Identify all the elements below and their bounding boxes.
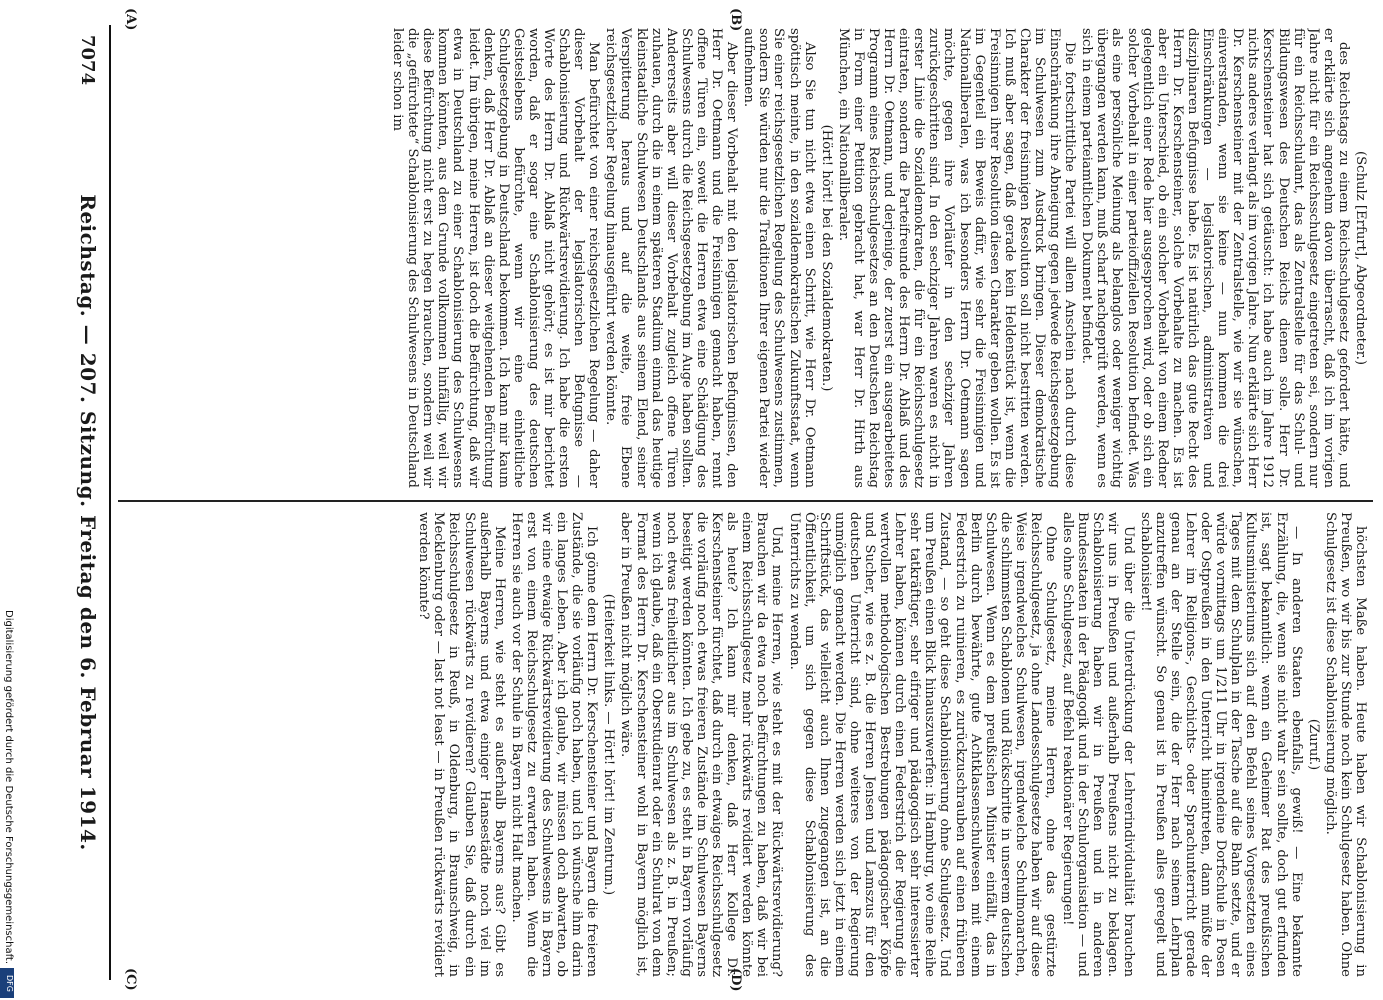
paragraph: des Reichstags zu einem Reichsschulgesetz gefordert hätte, und er erklärte sich angenehm davon überrascht, daß ich im vorigen Jahre nicht für ein Reichsschulgesetz eingetreten sei, sondern nur für ein Reichsschulamt, das als Zentralstelle für das Schul- und Bildungswesen des Deutschen Reichs dienen solle. Herr Dr. Kerschensteiner hat sich getäuscht: ich habe auch im Jahre 1912 nichts anderes verlangt als im vorigen Jahre. Nun erklärte sich Herr Dr. Kerschensteiner mit der Zentralstelle, wie wir sie wünschen, einverstanden, wenn sie keine — nun kommen die drei Einschränkungen — legislatorischen, administrativen und disziplinaren Befugnisse habe. Es ist natürlich das gute Recht des Herrn Dr. Kerschensteiner, solche Vorbehalte zu machen. Es ist aber ein Unterschied, ob ein solcher Vorbehalt von einem Redner gelegentlich einer Rede hier ausgesprochen wird, oder ob sich ein solcher Vorbehalt in einer parteioffiziellen Resolution befindet. Was als eine persönliche Meinung als belanglos oder weniger wichtig übergangen werden kann, muß scharf nachgeprüft werden, wenn es sich in einem parteiamtlichen Dokument befindet.: [1079, 28, 1351, 488]
margin-mark-c: (C): [123, 968, 138, 991]
paragraph: Und, meine Herren, wie steht es mit der Rückwärtsrevidierung? Brauchen wir da etwa noch Befürchtungen zu haben, daß wir bei einem Reichsschulgesetz mehr rückwärts revidiert werden könnte als heute? Ich kann mir denken, daß Herr Kollege Dr. Kerschensteiner fürchtet, daß durch ein etwaiges Reichsschulgesetz die vorläufig noch etwas freieren Zustände im Schulwesen Bayerns beseitigt werden könnten. Ich gebe zu, es steht in Bayern vorläufig noch etwas freiheitlicher aus im Schulwesen als z. B. in Preußen; wenn ich glaube, daß ein Oberstudienrat oder ein Schulrat von dem Format des Herrn Dr. Kerschensteiner wohl in Bayern möglich ist, aber in Preußen nicht möglich wäre.: [618, 512, 785, 977]
dfg-logo: DFG: [0, 968, 14, 998]
digitization-credit-text: Digitalisierung gefördert durch die Deutsche Forschungsgemeinschaft.: [3, 610, 14, 965]
header-rule: [109, 25, 111, 980]
interjection: (Hört! hört! bei den Sozialdemokraten.): [818, 124, 834, 392]
paragraph: Und über die Unterdrückung der Lehrerindividualität brauchen wir uns in Preußen und außerhalb Preußens nicht zu beklagen. Schablonisierung haben wir in Preußen und in anderen Bundesstaaten in der Pädagogik und in der Schulorganisation — und alles ohne Schulgesetz, auf Befehl reaktionärer Regierungen!: [1060, 512, 1136, 977]
paragraph: — In anderen Staaten ebenfalls, gewiß! — Eine bekannte Erzählung, die, wenn sie nicht wahr sein sollte, doch gut erfunden ist, sagt bekanntlich: wenn ein Geheimer Rat des preußischen Kultusministeriums sich auf den Befehl seines Vorgesetzten eines Tages mit dem Schulplan in der Tasche auf die Bahn setzte, und er würde vormittags um 1/211 Uhr in irgendeine Dorfschule in Posen oder Ostpreußen in den Unterricht hineintreten, dann müßte der Lehrer im Religions-, Geschichts- oder Sprachunterricht gerade genau an der Stelle sein, die der Herr nach seinem Lehrplan anzutreffen wünscht. So genau ist in Preußen alles geregelt und schablonisiert!: [1137, 512, 1304, 977]
paragraph: Die fortschrittliche Partei will allem Anschein nach durch diese Einschränkung ihre Abneigung gegen jedwede Reichsgesetzgebung im Schulwesen zum Ausdruck bringen. Dieser demokratische Charakter der freisinnigen Resolution soll nicht bestritten werden. Ich muß aber sagen, daß gerade kein Heldenstück ist, wenn die Freisinnigen ihrer Resolution diesen Charakter geben wollen. Es ist im Gegenteil ein Beweis dafür, wie sehr die Freisinnigen und Nationalliberalen, was ich besonders Herrn Dr. Oetmann sagen möchte, gegen ihre Vorläufer in den sechziger Jahren zurückgeschritten sind. In den sechziger Jahren waren es nicht in erster Linie die Sozialdemokraten, die für ein Reichsschulgesetz eintraten, sondern die Parteifreunde des Herrn Dr. Ablaß und des Herrn Dr. Oetmann, und derjenige, der zuerst ein ausgearbeitetes Programm eines Reichsschulgesetzes an den Deutschen Reichstag in Form einer Petition gebracht hat, war Herr Dr. Hirth aus München, ein Nationalliberaler.: [835, 28, 1078, 488]
interjection: (Heiterkeit links. — Hört! hört! im Zentrum.): [601, 593, 617, 896]
page-title: Reichstag. — 207. Sitzung. Freitag den 6. Februar 1914.: [76, 194, 100, 851]
page-header: [68, 35, 108, 960]
digitization-credit: [2, 610, 14, 990]
interjection: (Zuruf.): [1305, 718, 1321, 771]
paragraph: Also Sie tun nicht etwa einen Schritt, wie Herr Dr. Oetmann spöttisch meinte, in den sozialdemokratischen Zukunftsstaat, wenn Sie einer reichsgesetzlichen Regelung des Schulwesens zustimmen, sondern Sie würden nur die Traditionen Ihrer eigenen Partei wieder aufnehmen.: [741, 28, 817, 488]
right-column: [118, 512, 1368, 977]
margin-mark-d: (D): [728, 968, 743, 992]
left-column: [118, 28, 1368, 488]
margin-mark-b: (B): [728, 8, 743, 32]
speaker-line: (Schulz [Erfurt], Abgeordneter.): [1353, 151, 1368, 365]
paragraph: Ich gönne dem Herrn Dr. Kerschensteiner und Bayern die freieren Zustände, die sie vorläufig noch haben, und ich wünsche ihm darin ein langes Leben. Aber ich glaube, wir müssen doch abwarten, ob wir eine etwaige Rückwärtsrevidierung des Schulwesens in Bayern erst von einem Reichsschulgesetz zu erwarten haben. Wenn die Herren sie auch vor der Schule in Bayern nicht Halt machen.: [508, 512, 600, 977]
paragraph: höchsten Maße haben. Heute haben wir Schablonisierung in Preußen, wo wir bis zur Stunde noch kein Schulgesetz haben. Ohne Schulgesetz ist diese Schablonisierung möglich.: [1322, 512, 1368, 977]
column-divider: [118, 500, 1373, 502]
paragraph: Aber dieser Vorbehalt mit den legislatorischen Befugnissen, den Herr Dr. Oetmann und die Freisinnigen gemacht haben, rennt offene Türen ein, soweit die Herren etwa eine Schädigung des Schulwesens durch die Reichsgesetzgebung im Auge haben sollten. Andererseits aber will dieser Vorbehalt zugleich offene Türen zuhauen, durch die in einem späteren Stadium einmal das heutige kleinstaatliche Schulwesen Deutschlands aus seinem Elend, seiner Verspitterung heraus und auf die weite, freie Ebene reichsgesetzlicher Regelung hinausgeführt werden könnte.: [603, 28, 740, 488]
page-number: 7074: [77, 35, 99, 86]
paragraph: Ohne Schulgesetz, meine Herren, ohne das gestürzte Reichsschulgesetz, ja ohne Landesschulgesetze haben wir auf diese Weise irgendwelches Schulwesen, irgendwelche Schulmonarchen, die schlimmsten Schablonen und Rückschritte in unserem deutschen Schulwesen. Wenn es dem preußischen Minister einfällt, das in Berlin durch bewährte, gute Achtklassenschulwesen mit einem Federstrich zu ruinieren, es zurückzuschrauben auf einen früheren Zustand, — so geht diese Schablonisierung ohne Schulgesetz. Und um Preußen einen Blick hinauszuwerfen: in Hamburg, wo eine Reihe sehr tatkräftiger, sehr eifriger und pädagogisch sehr interessierter Lehrer haben, können durch einen Federstrich der Regierung die wertvollen methodologischen Bestrebungen pädagogischer Köpfe und Sucher, wie es z. B. die Herren Jensen und Lamszus für den deutschen Unterricht sind, ohne weiteres von der Regierung unmöglich gemacht werden. Die Herren werden sich jetzt in einem Schriftstück, das vielleicht auch Ihnen zugegangen ist, an die Öffentlichkeit, um sich gegen diese Schablonisierung des Unterrichts zu wenden.: [786, 512, 1059, 977]
paragraph: Meine Herren, wie steht es außerhalb Bayerns aus? Gibt es außerhalb Bayerns und etwa einiger Hansestädte noch viel im Schulwesen rückwärts zu revidieren? Glauben Sie, daß durch ein Reichsschulgesetz in Reuß, in Oldenburg, in Braunschweig, in Mecklenburg oder — last not least — in Preußen rückwärts revidiert werden könnte?: [416, 512, 507, 977]
margin-mark-a: (A): [123, 8, 138, 31]
paragraph: Man befürchtet von einer reichsgesetzlichen Regelung — daher dieser Vorbehalt der legislatorischen Befugnisse — Schablonisierung und Rückwärtsrevidierung. Ich habe die ersten Worte des Herrn Dr. Ablaß nicht gehört; es ist mir berichtet worden, daß er sogar eine Schablonisierung des deutschen Geisteslebens befürchte, wenn wir eine einheitliche Schulgesetzgebung in Deutschland bekommen. Ich kann mir kaum denken, daß Herr Dr. Ablaß an dieser weitgehenden Befürchtung leidet. Im übrigen, meine Herren, ist doch die Befürchtung, daß wir etwa in Deutschland zu einer Schablonisierung des Schulwesens kommen könnten, aus dem Grunde vollkommen hinfällig, weil wir diese Befürchtung nicht erst zu hegen brauchen, sondern weil wir die „gefürchtete“ Schablonisierung des Schulwesens in Deutschland leider schon im: [390, 28, 602, 488]
